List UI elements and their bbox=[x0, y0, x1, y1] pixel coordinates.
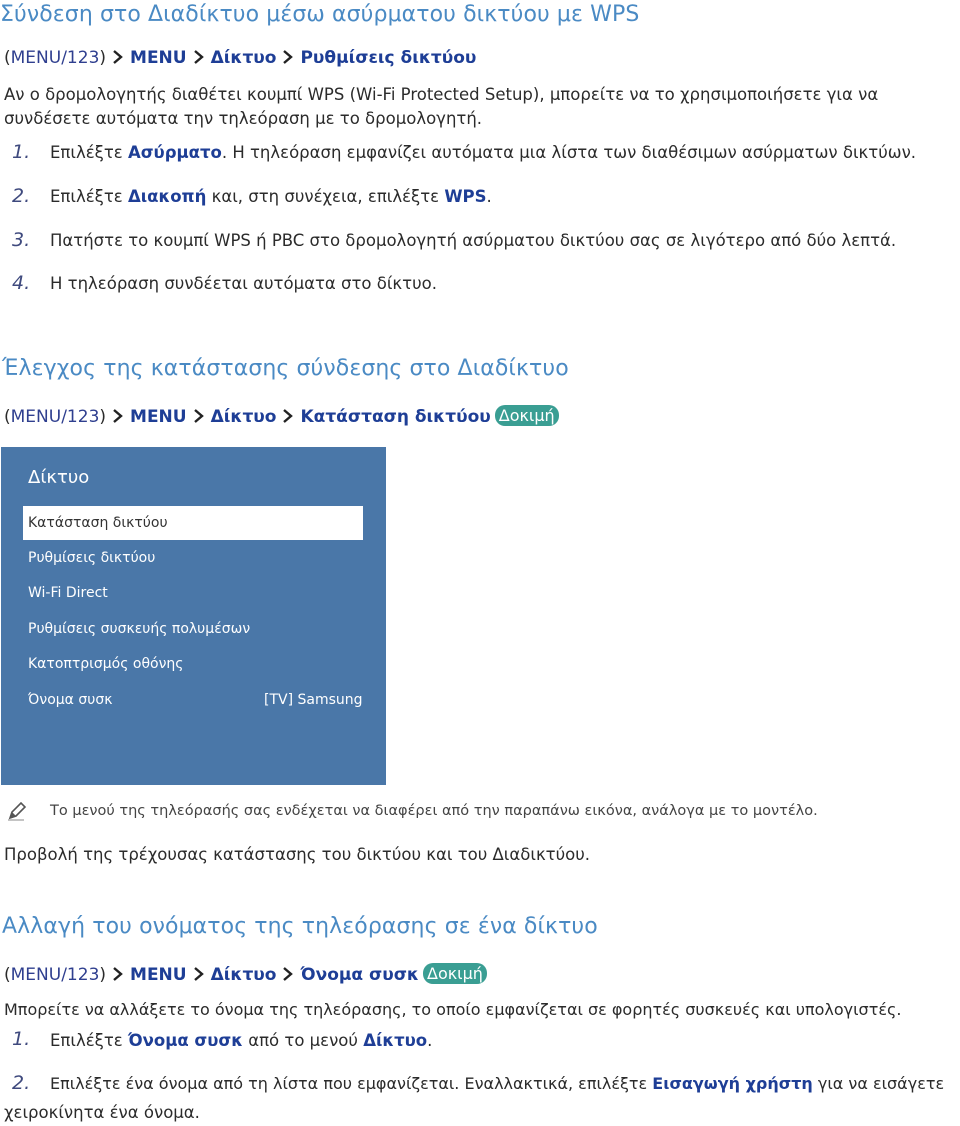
step-number: 4. bbox=[12, 272, 31, 294]
breadcrumb-wps: (MENU/123) MENU Δίκτυο Ρυθμίσεις δικτύου bbox=[4, 48, 477, 68]
menu-item-media-device-settings[interactable]: Ρυθμίσεις συσκευής πολυμέσων bbox=[28, 621, 251, 637]
step-number: 1. bbox=[12, 141, 31, 163]
chevron-right-icon bbox=[193, 50, 205, 64]
breadcrumb-network: Δίκτυο bbox=[210, 48, 277, 68]
step-text-continued: χειροκίνητα ένα όνομα. bbox=[4, 1103, 200, 1122]
breadcrumb-menu: MENU bbox=[130, 48, 187, 68]
breadcrumb-network-status: Κατάσταση δικτύου bbox=[300, 407, 491, 427]
breadcrumb-network-settings: Ρυθμίσεις δικτύου bbox=[300, 48, 477, 68]
step-number: 1. bbox=[12, 1028, 31, 1050]
chevron-right-icon bbox=[193, 409, 205, 423]
step-number: 2. bbox=[12, 1072, 31, 1094]
chevron-right-icon bbox=[112, 967, 124, 981]
breadcrumb-root: MENU/123 bbox=[10, 407, 100, 427]
chevron-right-icon bbox=[282, 967, 294, 981]
menu-item-wifi-direct[interactable]: Wi-Fi Direct bbox=[28, 585, 108, 601]
breadcrumb-menu: MENU bbox=[130, 407, 187, 427]
menu-title: Δίκτυο bbox=[28, 467, 90, 488]
status-description: Προβολή της τρέχουσας κατάστασης του δικτύου και του Διαδικτύου. bbox=[4, 845, 591, 864]
step-number: 2. bbox=[12, 185, 31, 207]
rename-intro: Μπορείτε να αλλάξετε το όνομα της τηλεόρασης, το οποίο εμφανίζεται σε φορητές συσκευές και υπολογιστές. bbox=[4, 1000, 902, 1019]
chevron-right-icon bbox=[193, 967, 205, 981]
note-text: Το μενού της τηλεόρασής σας ενδέχεται να διαφέρει από την παραπάνω εικόνα, ανάλογα με το μοντέλο. bbox=[50, 803, 818, 819]
step-text: Επιλέξτε Ασύρματο. Η τηλεόραση εμφανίζει αυτόματα μια λίστα των διαθέσιμων ασύρματων δικτύων. bbox=[50, 143, 917, 162]
breadcrumb-device-name: Όνομα συσκ bbox=[300, 965, 420, 985]
chevron-right-icon bbox=[282, 50, 294, 64]
breadcrumb-rename: (MENU/123) MENU Δίκτυο Όνομα συσκ Δοκιμή bbox=[4, 963, 487, 985]
breadcrumb-network: Δίκτυο bbox=[210, 965, 277, 985]
wps-intro: Αν ο δρομολογητής διαθέτει κουμπί WPS (Wi-Fi Protected Setup), μπορείτε να το χρησιμοποιήσετε για να συνδέσετε αυτόματα την τηλεόραση με το δρομολογητή. bbox=[4, 85, 879, 128]
try-now-button[interactable]: Δοκιμή bbox=[495, 405, 559, 426]
status-section-title: Έλεγχος της κατάστασης σύνδεσης στο Διαδίκτυο bbox=[2, 356, 569, 381]
device-name-value: [TV] Samsung bbox=[264, 692, 363, 708]
breadcrumb-root: MENU/123 bbox=[10, 965, 100, 985]
menu-item-network-status[interactable]: Κατάσταση δικτύου bbox=[23, 506, 363, 540]
menu-item-screen-mirroring[interactable]: Κατοπτρισμός οθόνης bbox=[28, 656, 184, 672]
step-text: Επιλέξτε ένα όνομα από τη λίστα που εμφανίζεται. Εναλλακτικά, επιλέξτε Εισαγωγή χρήστη για να εισάγετε bbox=[50, 1074, 945, 1093]
tv-menu-screenshot bbox=[1, 447, 386, 785]
pencil-note-icon bbox=[6, 800, 28, 822]
step-text: Πατήστε το κουμπί WPS ή PBC στο δρομολογητή ασύρματου δικτύου σας σε λιγότερο από δύο λεπτά. bbox=[50, 231, 897, 250]
step-text: Η τηλεόραση συνδέεται αυτόματα στο δίκτυο. bbox=[50, 274, 437, 293]
breadcrumb-root: MENU/123 bbox=[10, 48, 100, 68]
breadcrumb-network: Δίκτυο bbox=[210, 407, 277, 427]
menu-item-device-name[interactable]: Όνομα συσκ bbox=[28, 692, 113, 708]
chevron-right-icon bbox=[112, 409, 124, 423]
menu-item-network-settings[interactable]: Ρυθμίσεις δικτύου bbox=[28, 550, 156, 566]
step-text: Επιλέξτε Όνομα συσκ από το μενού Δίκτυο. bbox=[50, 1031, 433, 1050]
chevron-right-icon bbox=[112, 50, 124, 64]
breadcrumb-menu: MENU bbox=[130, 965, 187, 985]
step-number: 3. bbox=[12, 229, 31, 251]
try-now-button[interactable]: Δοκιμή bbox=[423, 963, 487, 984]
step-text: Επιλέξτε Διακοπή και, στη συνέχεια, επιλέξτε WPS. bbox=[50, 187, 492, 206]
rename-section-title: Αλλαγή του ονόματος της τηλεόρασης σε ένα δίκτυο bbox=[2, 914, 598, 939]
wps-section-title: Σύνδεση στο Διαδίκτυο μέσω ασύρματου δικτύου με WPS bbox=[0, 2, 640, 27]
chevron-right-icon bbox=[282, 409, 294, 423]
breadcrumb-status: (MENU/123) MENU Δίκτυο Κατάσταση δικτύου Δοκιμή bbox=[4, 405, 559, 427]
